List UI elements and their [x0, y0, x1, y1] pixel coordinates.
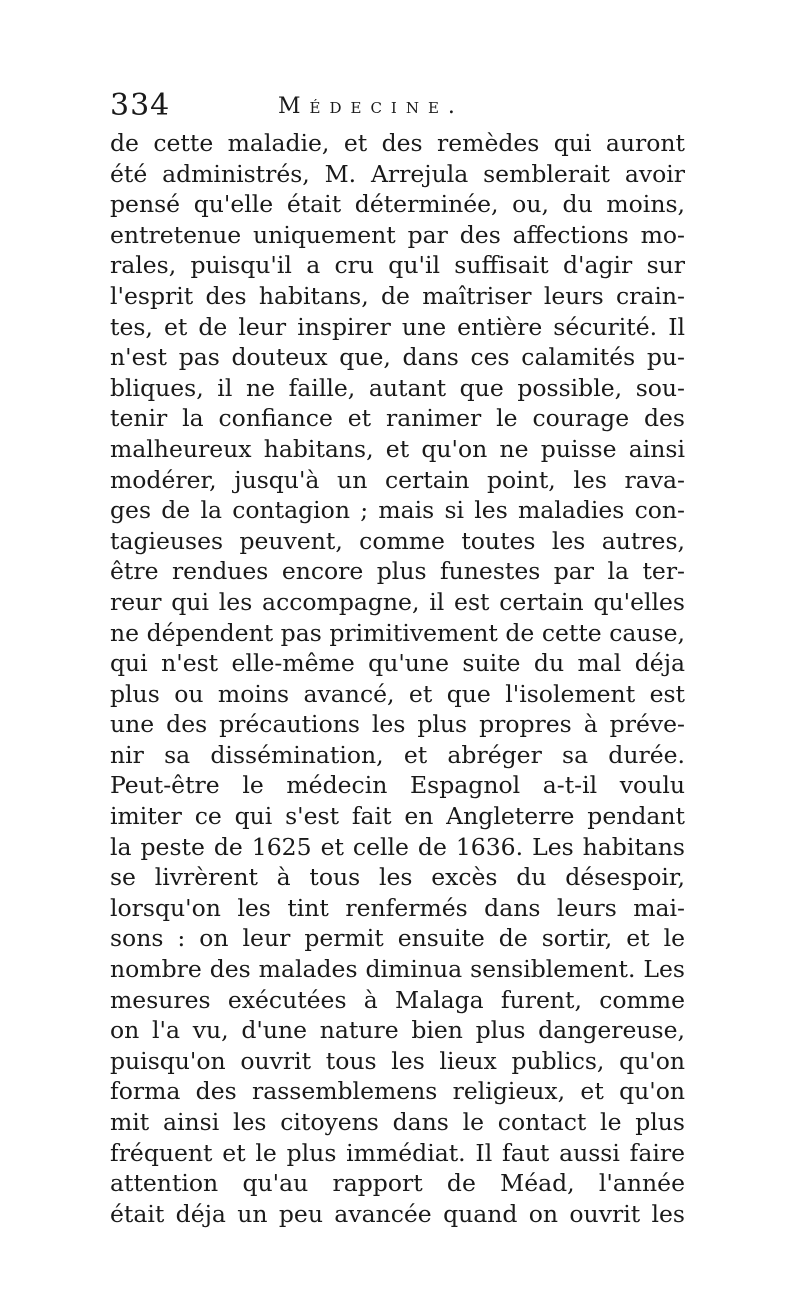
- text-line: bliques, il ne faille, autant que possible, sou-: [110, 373, 685, 402]
- text-line: fréquent et le plus immédiat. Il faut aussi faire: [110, 1138, 685, 1167]
- text-line: une des précautions les plus propres à préve-: [110, 710, 685, 739]
- text-line: mit ainsi les citoyens dans le contact le plus: [110, 1108, 685, 1136]
- text-line: Peut-être le médecin Espagnol a-t-il voulu: [110, 771, 685, 800]
- text-line: de cette maladie, et des remèdes qui auront: [110, 129, 685, 157]
- text-line: malheureux habitans, et qu'on ne puisse ainsi: [110, 434, 685, 463]
- text-line: n'est pas douteux que, dans ces calamités pu-: [110, 343, 685, 372]
- text-line: nombre des malades diminua sensiblement. Les: [110, 955, 685, 984]
- text-line: tes, et de leur inspirer une entière sécurité. Il: [110, 312, 685, 341]
- text-line: se livrèrent à tous les excès du désespoir,: [110, 863, 685, 892]
- text-line: pensé qu'elle était déterminée, ou, du moins,: [110, 190, 685, 219]
- text-line: la peste de 1625 et celle de 1636. Les habitans: [110, 832, 685, 861]
- text-line: l'esprit des habitans, de maîtriser leurs crain-: [110, 281, 685, 310]
- text-line: puisqu'on ouvrit tous les lieux publics, qu'on: [110, 1046, 685, 1075]
- text-line: rales, puisqu'il a cru qu'il suffisait d'agir sur: [110, 251, 685, 280]
- text-line: tagieuses peuvent, comme toutes les autres,: [110, 526, 685, 555]
- page-number: 334: [110, 88, 171, 123]
- text-line: mesures exécutées à Malaga furent, comme: [110, 985, 685, 1014]
- text-line: entretenue uniquement par des affections mo-: [110, 220, 685, 249]
- text-line: nir sa dissémination, et abréger sa durée.: [110, 740, 685, 769]
- text-line: forma des rassemblemens religieux, et qu'on: [110, 1077, 685, 1106]
- text-line: été administrés, M. Arrejula semblerait avoir: [110, 159, 685, 188]
- body-text: [110, 128, 685, 1229]
- text-line: qui n'est elle-même qu'une suite du mal déja: [110, 649, 685, 678]
- running-head: Médecine.: [278, 94, 464, 119]
- text-line: plus ou moins avancé, et que l'isolement est: [110, 679, 685, 708]
- page-header: [110, 88, 680, 128]
- text-line: imiter ce qui s'est fait en Angleterre pendant: [110, 802, 685, 831]
- text-line: attention qu'au rapport de Méad, l'année: [110, 1169, 685, 1198]
- text-line: être rendues encore plus funestes par la ter-: [110, 557, 685, 586]
- text-line: ne dépendent pas primitivement de cette cause,: [110, 618, 685, 647]
- text-line: lorsqu'on les tint renfermés dans leurs mai-: [110, 893, 685, 922]
- text-line: reur qui les accompagne, il est certain qu'elles: [110, 587, 685, 616]
- text-line: modérer, jusqu'à un certain point, les rava-: [110, 465, 685, 494]
- text-line: ges de la contagion ; mais si les maladies con-: [110, 496, 685, 525]
- text-line: était déja un peu avancée quand on ouvrit les: [110, 1199, 685, 1228]
- text-line: tenir la confiance et ranimer le courage des: [110, 404, 685, 433]
- text-line: on l'a vu, d'une nature bien plus dangereuse,: [110, 1016, 685, 1045]
- text-line: sons : on leur permit ensuite de sortir, et le: [110, 924, 685, 953]
